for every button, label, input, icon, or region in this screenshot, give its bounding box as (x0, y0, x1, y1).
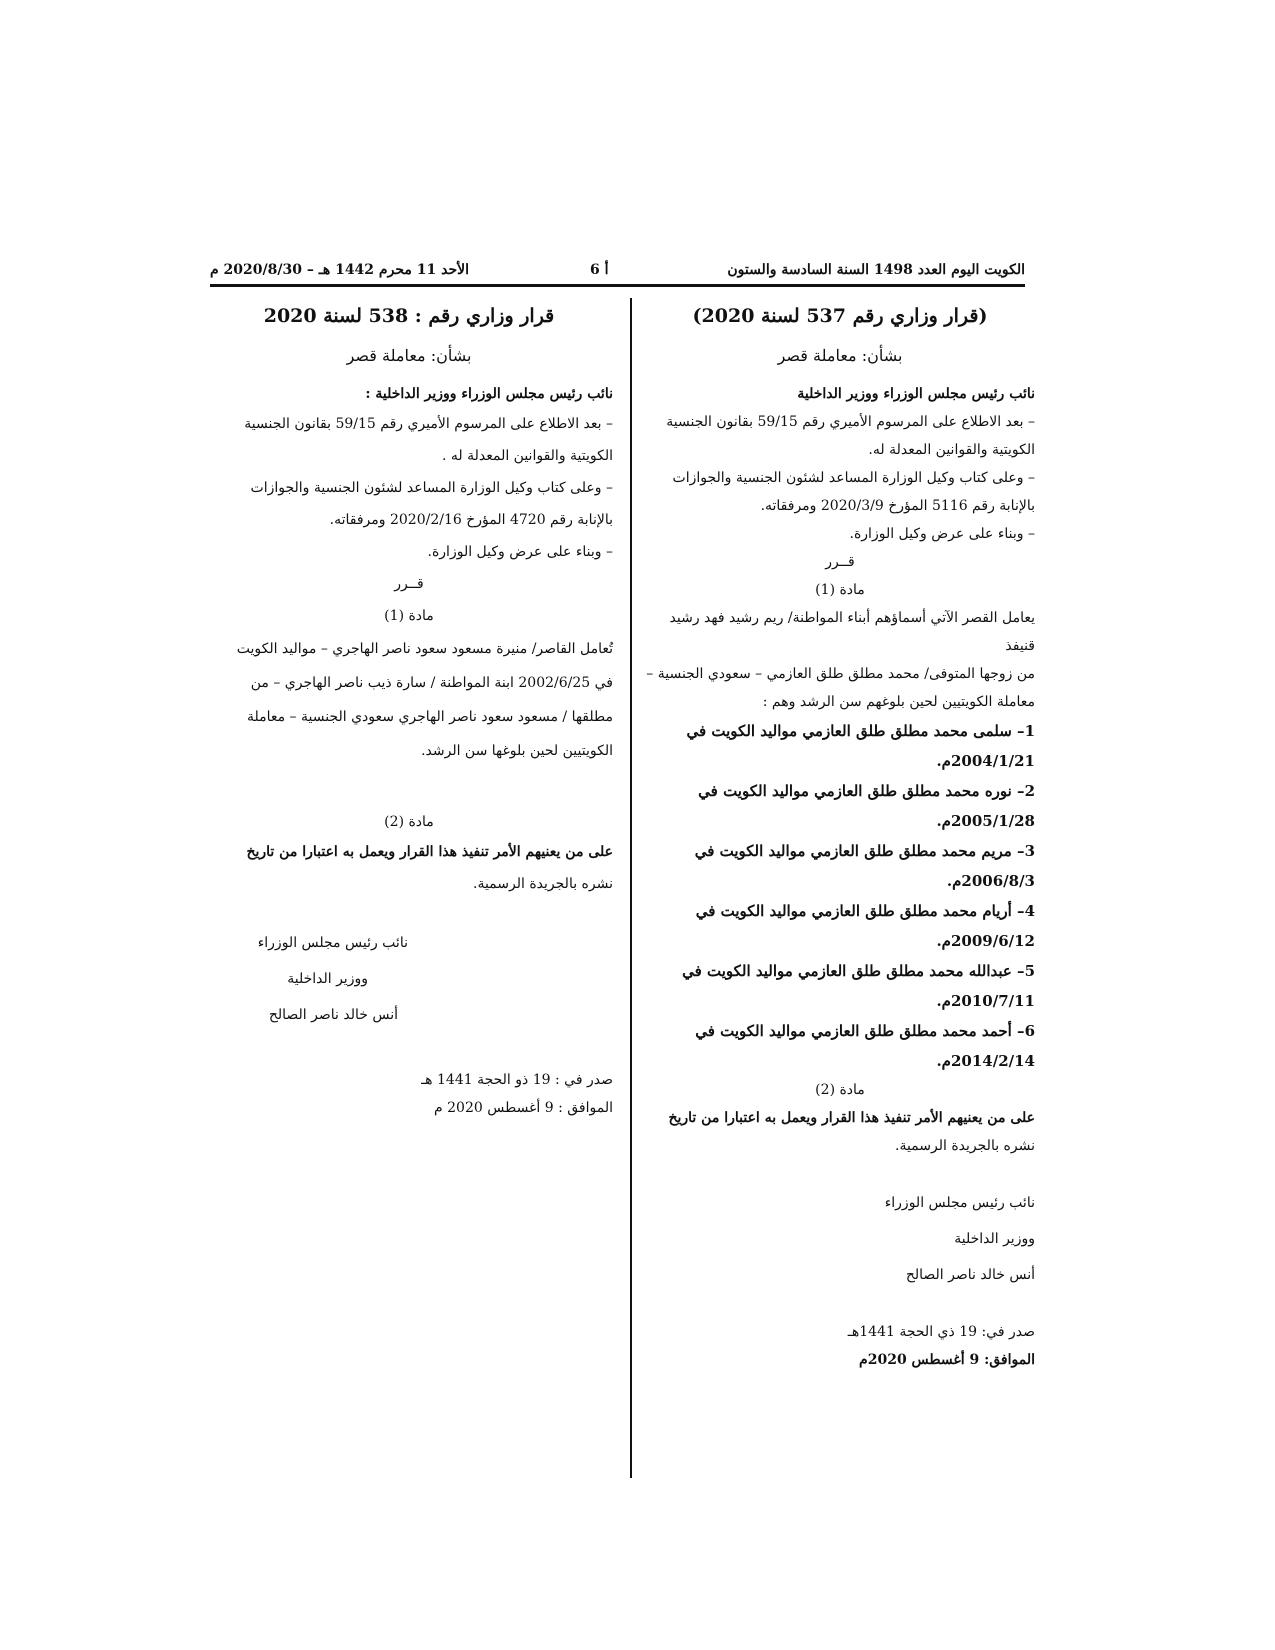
signature-name: أنس خالد ناصر الصالح (905, 1267, 1035, 1283)
signature-role: ووزير الداخلية (954, 1231, 1035, 1247)
child-entry: 6– أحمد محمد مطلق طلق العازمي مواليد الكويت في (695, 1022, 1035, 1040)
article-1-text: يعامل القصر الآتي أسماؤهم أبناء المواطنة/ ريم رشيد فهد رشيد قنيفذ (669, 610, 1035, 654)
preamble-line: بالإنابة رقم 4720 المؤرخ 2020/2/16 ومرفقاته. (329, 512, 613, 528)
child-entry: 2– نوره محمد مطلق طلق العازمي مواليد الكويت في (698, 782, 1035, 800)
article-2-text: نشره بالجريدة الرسمية. (473, 876, 613, 892)
decree-title: (قرار وزاري رقم 537 لسنة 2020) (692, 305, 988, 327)
decree-title: قرار وزاري رقم : 538 لسنة 2020 (263, 305, 555, 327)
child-birthdate: 2005/1/28م. (936, 812, 1035, 830)
issued-date: صدر في : 19 ذو الحجة 1441 هـ (421, 1072, 613, 1088)
child-birthdate: 2004/1/21م. (936, 752, 1035, 770)
child-entry: 3– مريم محمد مطلق طلق العازمي مواليد الكويت في (694, 842, 1035, 860)
child-birthdate: 2006/8/3م. (946, 872, 1035, 890)
page-number: أ 6 (590, 262, 609, 278)
decree-537 (645, 300, 1035, 1374)
preamble-line: الكويتية والقوانين المعدلة له. (868, 442, 1035, 458)
signature-role: ووزير الداخلية (287, 971, 368, 987)
child-birthdate: 2009/6/12م. (936, 932, 1035, 950)
preamble-line: – وعلى كتاب وكيل الوزارة المساعد لشئون الجنسية والجوازات (250, 480, 613, 496)
article-1-label: مادة (1) (384, 608, 434, 624)
corresponding-date: الموافق : 9 أغسطس 2020 م (434, 1100, 613, 1116)
issue-date: الأحد 11 محرم 1442 هـ – 2020/8/30 م (210, 262, 469, 278)
preamble-line: – وبناء على عرض وكيل الوزارة. (427, 544, 613, 560)
decision-heading: قــرر (394, 576, 424, 592)
signature-title: نائب رئيس مجلس الوزراء (257, 935, 408, 951)
article-2-text: على من يعنيهم الأمر تنفيذ هذا القرار ويعمل به اعتبارا من تاريخ (246, 844, 613, 860)
column-divider (630, 298, 632, 1478)
decision-heading: قــرر (825, 554, 855, 570)
article-1-text: معاملة الكويتيين لحين بلوغهم سن الرشد وهم : (762, 694, 1035, 710)
header-divider (210, 284, 1025, 287)
article-1-text: مطلقها / مسعود سعود ناصر الهاجري سعودي الجنسية – معاملة (246, 709, 613, 725)
article-1-text: الكويتيين لحين بلوغها سن الرشد. (421, 743, 613, 759)
corresponding-date: الموافق: 9 أغسطس 2020م (859, 1352, 1035, 1368)
article-1-text: من زوجها المتوفى/ محمد مطلق طلق العازمي – سعودي الجنسية – (646, 666, 1035, 682)
decree-issuer: نائب رئيس مجلس الوزراء ووزير الداخلية (797, 386, 1035, 402)
decree-subject: بشأن: معاملة قصر (777, 346, 903, 365)
child-entry: 5– عبدالله محمد مطلق طلق العازمي مواليد الكويت في (682, 962, 1035, 980)
article-2-text: على من يعنيهم الأمر تنفيذ هذا القرار ويعمل به اعتبارا من تاريخ (668, 1110, 1035, 1126)
article-2-label: مادة (2) (815, 1082, 865, 1098)
preamble-line: بالإنابة رقم 5116 المؤرخ 2020/3/9 ومرفقاته. (760, 498, 1035, 514)
decree-issuer: نائب رئيس مجلس الوزراء ووزير الداخلية : (365, 386, 613, 402)
signature-name: أنس خالد ناصر الصالح (268, 1007, 398, 1023)
publication-info: الكويت اليوم العدد 1498 السنة السادسة والستون (727, 262, 1025, 278)
decree-subject: بشأن: معاملة قصر (346, 346, 472, 365)
decree-538 (205, 300, 613, 1122)
child-entry: 4– أريام محمد مطلق طلق العازمي مواليد الكويت في (695, 902, 1035, 920)
child-birthdate: 2010/7/11م. (936, 992, 1035, 1010)
issued-date: صدر في: 19 ذي الحجة 1441هـ (847, 1324, 1035, 1340)
child-birthdate: 2014/2/14م. (936, 1052, 1035, 1070)
article-2-text: نشره بالجريدة الرسمية. (895, 1138, 1035, 1154)
article-1-label: مادة (1) (815, 582, 865, 598)
article-2-label: مادة (2) (384, 814, 434, 830)
preamble-line: – وبناء على عرض وكيل الوزارة. (849, 526, 1035, 542)
article-1-text: تُعامل القاصر/ منيرة مسعود سعود ناصر الهاجري – مواليد الكويت (236, 641, 613, 657)
preamble-line: – وعلى كتاب وكيل الوزارة المساعد لشئون الجنسية والجوازات (672, 470, 1035, 486)
signature-title: نائب رئيس مجلس الوزراء (884, 1195, 1035, 1211)
preamble-line: – بعد الاطلاع على المرسوم الأميري رقم 59/15 بقانون الجنسية (666, 414, 1035, 430)
child-entry: 1– سلمى محمد مطلق طلق العازمي مواليد الكويت في (686, 722, 1035, 740)
preamble-line: الكويتية والقوانين المعدلة له . (441, 448, 613, 464)
preamble-line: – بعد الاطلاع على المرسوم الأميري رقم 59/15 بقانون الجنسية (244, 416, 613, 432)
article-1-text: في 2002/6/25 ابنة المواطنة / سارة ذيب ناصر الهاجري – من (250, 675, 613, 691)
